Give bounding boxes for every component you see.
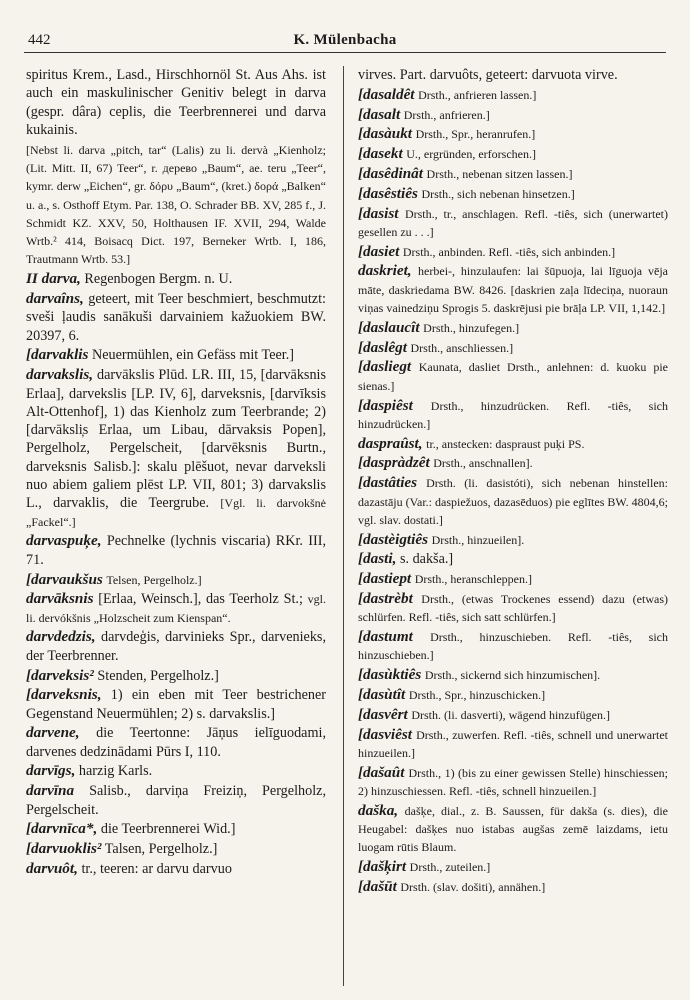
dictionary-entry	[26, 667, 326, 685]
entry-headword: [daspiêst	[358, 396, 413, 414]
entry-headword: [dasvêrt	[358, 705, 408, 723]
entry-text: virves. Part. darvuôts, geteert: darvuota virve.	[358, 67, 618, 83]
entry-headword: [dasùktiês	[358, 666, 422, 684]
entry-note: Drsth., anbinden. Refl. -tiês, sich anbinden.]	[402, 244, 616, 259]
dictionary-entry	[358, 531, 668, 549]
entry-note: Drsth., sich nebenan hinsetzen.]	[421, 186, 575, 201]
entry-note: vgl. li. dervókšnis „Holzscheit zum Kienspan“.	[26, 592, 326, 625]
entry-headword: [dasist	[358, 204, 399, 222]
dictionary-entry	[358, 726, 668, 763]
entry-note: Drsth., hinzufegen.]	[423, 320, 520, 335]
dictionary-entry	[26, 290, 326, 345]
entry-note: [Vgl. li. darvokšnė „Fackel“.]	[26, 496, 326, 529]
entry-text: Regenbogen Bergm. n. U.	[84, 271, 233, 288]
dictionary-entry	[358, 86, 668, 104]
entry-text: geteert, mit Teer beschmiert, beschmutzt: sveši ļaudis sanākuši darvainiem kažuokiem BW. 20397, 6.	[26, 291, 326, 344]
entry-headword: [dasekt	[358, 145, 403, 163]
dictionary-entry	[26, 571, 326, 589]
entry-headword: [dašķirt	[358, 858, 407, 876]
entry-text: 1) ein eben mit Teer bestrichener Gegenstand Neuermühlen; 2) s. darvakslis.]	[26, 687, 326, 722]
dictionary-entry	[26, 366, 326, 531]
dictionary-entry	[26, 686, 326, 723]
entry-headword: [darveksnis,	[26, 686, 102, 704]
dictionary-entry	[358, 358, 668, 395]
entry-headword: daška,	[358, 801, 399, 819]
dictionary-entry	[358, 454, 668, 472]
entry-text: darvākslis Plūd. LR. III, 15, [darvāksnis Erlaa], darvekslis [LP. IV, 6], darveksnis, [darvīksis Alt-Ottenhof], 1) das Kienholz zum Teerbrande; 2) [darvāksli̦s Erlaa, um Libau, dārvaksis Popen], Pergelholz, Pergelscheit, [darvēksnis Burtn., darveksnis Salisb.]: skalu plēšuot, nevar darveksli nuo abiem galiem plēst LP. VII, 801; 3) darvakslis L., darvaklis, die Teergrube.	[26, 367, 326, 512]
entry-headword: [dasti,	[358, 550, 397, 568]
header-rule	[24, 52, 666, 53]
entry-headword: darvaîns,	[26, 290, 84, 308]
dictionary-entry	[26, 590, 326, 627]
entry-note: tr., anstecken: daspraust puķi PS.	[426, 436, 585, 451]
entry-headword: [daslaucît	[358, 318, 420, 336]
dictionary-entry	[358, 858, 668, 876]
dictionary-entry	[358, 474, 668, 529]
page-header	[24, 30, 666, 54]
entry-note: herbei-, hinzulaufen: lai šūpuoja, lai līguoja vēja māte, daskriedama BW. 8426. [daskrien zaļa līdeciņa, nuoraun viņas vainedziņu Sprogis 5. daskrējusi pie brāļa LP. VII, 1,142.]	[358, 264, 668, 316]
entry-note: Drsth., sickernd sich hinzumischen].	[424, 668, 601, 683]
entry-headword: [darveksis²	[26, 666, 94, 684]
dictionary-entry	[358, 397, 668, 434]
dictionary-entry	[358, 686, 668, 704]
entry-text: Pechnelke (lychnis viscaria) RKr. III, 71.	[26, 533, 326, 568]
entry-headword: [dastumt	[358, 628, 413, 646]
entry-text: spiritus Krem., Lasd., Hirschhornöl St. Aus Ahs. ist auch ein maskulinischer Genitiv belegt in darva (gespr. dâra) ceplis, die Teerbrennerei und darva kukainis.	[26, 67, 326, 138]
entry-headword: [dasàukt	[358, 125, 413, 143]
entry-text: Talsen, Pergelholz.]	[104, 841, 218, 858]
entry-headword: II darva,	[26, 270, 81, 288]
entry-note: Drsth. (li. dasistóti), sich nebenan hinstellen: dazastāju (Var.: daspiežuos, dazasēduos) pie eglītes BW. 4804,6; vgl. slav. dostati.]	[358, 476, 668, 527]
dictionary-entry	[358, 145, 668, 163]
entry-headword: [dašaût	[358, 763, 405, 781]
entry-note: Drsth., hinzuschieben. Refl. -tiês, sich hinzuschieben.]	[358, 630, 668, 663]
entry-note: Drsth. (slav. došiti), annähen.]	[400, 879, 546, 894]
entry-note: Drsth., tr., anschlagen. Refl. -tiês, sich (unerwartet) gesellen zu . . .]	[358, 206, 668, 239]
dictionary-entry	[358, 106, 668, 124]
entry-headword: darvdedzis,	[26, 628, 96, 646]
dictionary-entry	[358, 706, 668, 724]
entry-text: harzig Karls.	[78, 763, 153, 780]
entry-headword: darvene,	[26, 724, 80, 742]
entry-headword: [daslêgt	[358, 338, 407, 356]
entry-note: Drsth., anfrieren lassen.]	[418, 87, 537, 102]
dictionary-entry	[358, 319, 668, 337]
dictionary-entry	[358, 66, 668, 84]
entry-note: Drsth., nebenan sitzen lassen.]	[426, 166, 573, 181]
dictionary-entry	[358, 764, 668, 801]
right-column	[358, 66, 668, 992]
entry-headword: [dasalt	[358, 105, 401, 123]
entry-note: Drsth., Spr., hinzuschicken.]	[408, 688, 546, 702]
entry-text: die Teerbrennerei Wid.]	[100, 821, 236, 838]
entry-headword: [dasaldêt	[358, 85, 415, 103]
dictionary-entry	[358, 339, 668, 357]
entry-note: Drsth., anschnallen].	[433, 456, 533, 471]
entry-headword: [dasiet	[358, 242, 400, 260]
entry-note: [Nebst li. darva „pitch, tar“ (Lalis) zu li. dervà „Kienholz; (Lit. Mitt. II, 67) Teer“, r. дерево „Baum“, ae. teru „Teer“, kymr. derw „Eichen“, gr. δόρυ „Baum“, (kret.) δορά „Balken“ u. a., s. Osthoff Etym. Par. 138, O. Schrader BB. XV, 285 f., J. Schmidt KZ. XXV, 50, Holthausen IF. XVII, 294, Walde Wrtb.² 414, Boisacq Dict. 197, Berneker Wrtb. I, 186, Trautmann Wrtb. 53.]	[26, 142, 326, 267]
entry-headword: darvakslis,	[26, 366, 94, 384]
dictionary-entry	[358, 262, 668, 317]
entry-text: s. dakša.]	[399, 551, 454, 568]
page-number: 442	[28, 32, 51, 48]
entry-note: Drsth., hinzudrücken. Refl. -tiês, sich hinzudrücken.]	[358, 398, 668, 431]
entry-text: die Teertonne: Jāņus ielīguodami, darvenes dedzinādami Pūrs I, 110.	[26, 725, 326, 760]
dictionary-entry	[26, 762, 326, 780]
entry-headword: darvaspuķe,	[26, 532, 102, 550]
entry-headword: [darvaukšus	[26, 570, 103, 588]
dictionary-entry	[26, 724, 326, 761]
entry-headword: [darvuoklis²	[26, 840, 102, 858]
entry-note: Drsth., anfrieren.]	[403, 107, 490, 122]
dictionary-entry	[358, 878, 668, 896]
dictionary-entry	[358, 435, 668, 453]
entry-note: Drsth., zuteilen.]	[409, 860, 491, 875]
dictionary-entry	[358, 802, 668, 857]
entry-note: Drsth., zuwerfen. Refl. -tiês, schnell und unerwartet hinzueilen.]	[358, 727, 668, 760]
entry-headword: [dasliegt	[358, 358, 412, 376]
entry-note: dašķe, dial., z. B. Saussen, für dakša (s. dies), die Heugabel: dašķes nuo istabas augšas zemē laizdams, ietu luogam rūtis Blaum.	[358, 803, 668, 855]
entry-headword: darvīna	[26, 782, 75, 800]
entry-headword: [darvaklis	[26, 346, 89, 364]
entry-headword: [dašūt	[358, 877, 397, 895]
dictionary-entry	[358, 628, 668, 665]
dictionary-entry	[358, 165, 668, 183]
dictionary-entry	[26, 532, 326, 569]
left-column	[26, 66, 326, 992]
dictionary-entry	[26, 840, 326, 858]
entry-text: tr., teeren: ar darvu darvuo	[81, 860, 232, 877]
entry-headword: daspraûst,	[358, 434, 423, 452]
dictionary-entry	[358, 570, 668, 588]
entry-headword: darvīgs,	[26, 762, 76, 780]
entry-headword: daskriet,	[358, 262, 412, 280]
dictionary-entry	[26, 346, 326, 364]
column-divider	[343, 66, 344, 986]
entry-headword: [dastiept	[358, 570, 412, 588]
running-title: K. Mülenbacha	[293, 32, 397, 48]
entry-text: darvdeģis, darvinieks Spr., darvenieks, der Teerbrenner.	[26, 629, 326, 664]
entry-text: [Erlaa, Weinsch.], das Teerholz St.;	[98, 591, 303, 608]
dictionary-entry	[358, 125, 668, 143]
dictionary-entry	[26, 66, 326, 139]
entry-note: Drsth., Spr., heranrufen.]	[415, 127, 536, 142]
dictionary-entry	[26, 270, 326, 288]
entry-note: Telsen, Pergelholz.]	[106, 572, 202, 587]
entry-note: Drsth. (li. dasverti), wägend hinzufügen.]	[411, 707, 610, 722]
dictionary-entry	[26, 860, 326, 878]
dictionary-entry	[358, 666, 668, 684]
entry-note: Drsth., anschliessen.]	[410, 340, 514, 355]
entry-headword: [dastâties	[358, 474, 418, 492]
dictionary-entry	[358, 205, 668, 242]
dictionary-entry	[358, 590, 668, 627]
entry-note: Drsth., 1) (bis zu einer gewissen Stelle) hinschiessen; 2) hinzuschiessen. Refl. -tiês, schnell hinzueilen.]	[358, 765, 668, 798]
entry-headword: [dasùtît	[358, 686, 406, 703]
dictionary-entry	[358, 550, 668, 568]
dictionary-entry	[358, 243, 668, 261]
entry-headword: [darvnīca*,	[26, 820, 98, 838]
dictionary-entry	[26, 628, 326, 665]
entry-note: U., ergründen, erforschen.]	[406, 147, 536, 162]
entry-note: Drsth., (etwas Trockenes essend) dazu (etwas) schlürfen. Refl. -tiês, sich satt schlürfen.]	[358, 592, 668, 625]
entry-headword: darvāksnis	[26, 590, 94, 608]
entry-headword: [dasviêst	[358, 725, 412, 743]
entry-note: Drsth., hinzueilen].	[431, 532, 525, 547]
entry-text: Salisb., darviņa Freiziņ, Pergelholz, Pergelscheit.	[26, 783, 326, 818]
entry-text: Stenden, Pergelholz.]	[97, 667, 219, 684]
entry-note: Drsth., heranschleppen.]	[414, 572, 532, 587]
dictionary-entry	[26, 141, 326, 269]
entry-headword: [dasêdinât	[358, 164, 423, 182]
entry-headword: [dastrèbt	[358, 590, 413, 608]
entry-text: Neuermühlen, ein Gefäss mit Teer.]	[91, 347, 295, 364]
entry-note: Kaunata, dasliet Drsth., anlehnen: d. kuoku pie sienas.]	[358, 360, 668, 393]
dictionary-entry	[26, 782, 326, 819]
entry-headword: [daspràdzêt	[358, 454, 430, 472]
dictionary-entry	[26, 820, 326, 838]
dictionary-entry	[358, 185, 668, 203]
entry-headword: [dasêstiês	[358, 184, 418, 202]
entry-headword: [dastèigtiês	[358, 530, 429, 548]
entry-headword: darvuôt,	[26, 859, 78, 877]
